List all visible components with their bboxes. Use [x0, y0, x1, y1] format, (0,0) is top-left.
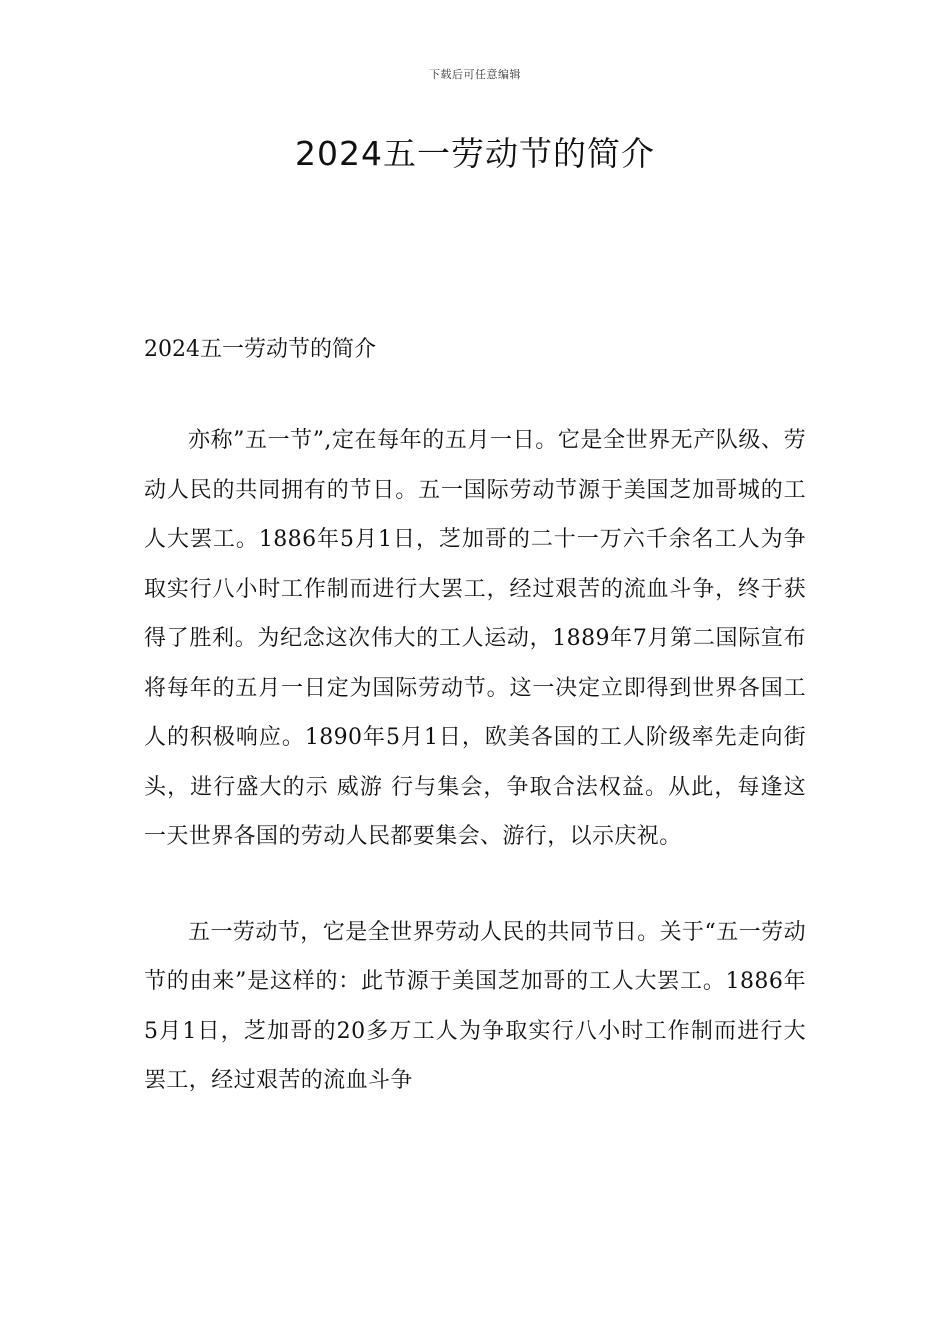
header-note: 下载后可任意编辑 [429, 68, 521, 81]
section-heading: 2024五一劳动节的简介 [144, 337, 376, 362]
paragraph-1: 亦称”五一节”,定在每年的五月一日。它是全世界无产队级、劳动人民的共同拥有的节日。五一国际劳动节源于美国芝加哥城的工人大罢工。1886年5月1日，芝加哥的二十一万六千余名工人为争取实行八小时工作制而进行大罢工，经过艰苦的流血斗争，终于获得了胜利。为纪念这次伟大的工人运动，1889年7月第二国际宣布将每年的五月一日定为国际劳动节。这一决定立即得到世界各国工人的积极响应。1890年5月1日，欧美各国的工人阶级率先走向街头，进行盛大的示 威游 行与集会，争取合法权益。从此，每逢这一天世界各国的劳动人民都要集会、游行，以示庆祝。 [144, 428, 806, 849]
document-body [144, 330, 806, 1152]
paragraph-2: 五一劳动节，它是全世界劳动人民的共同节日。关于“五一劳动节的由来”是这样的：此节源于美国芝加哥的工人大罢工。1886年5月1日，芝加哥的20多万工人为争取实行八小时工作制而进行大罢工，经过艰苦的流血斗争 [144, 919, 806, 1093]
document-title: 2024五一劳动节的简介 [295, 134, 655, 173]
